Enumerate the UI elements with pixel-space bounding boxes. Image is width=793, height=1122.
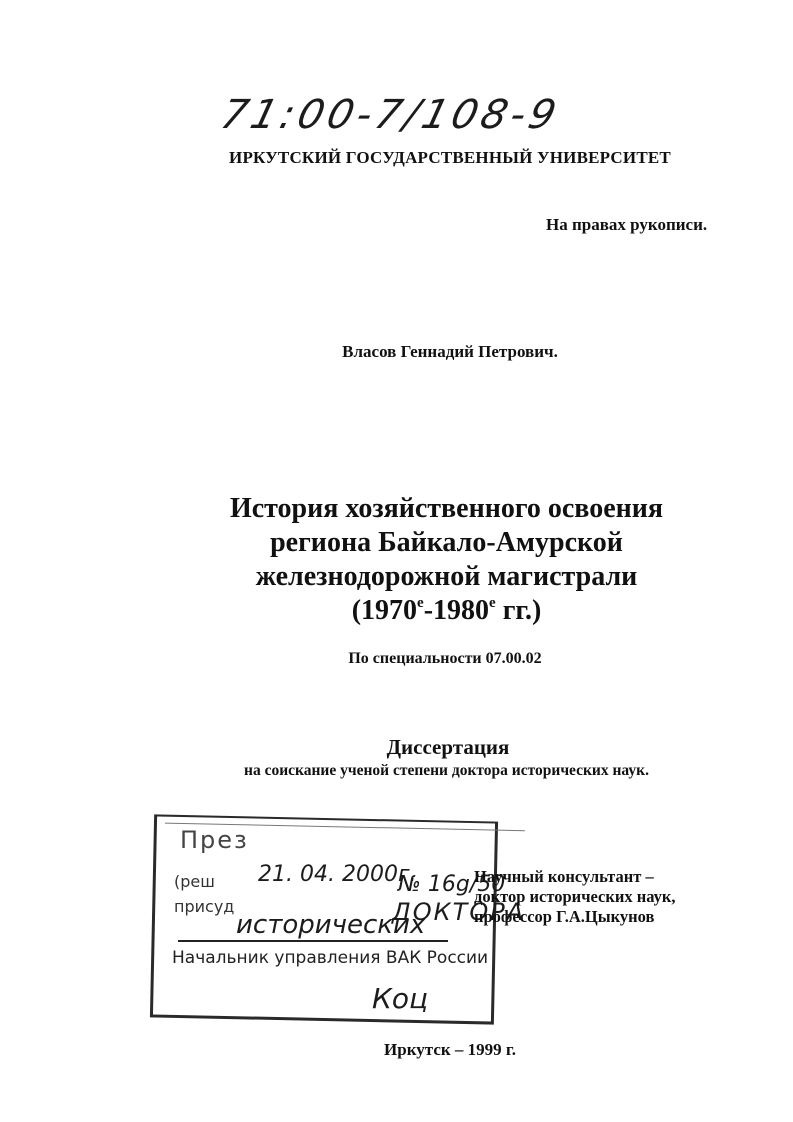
stamp-decision-date: 21. 04. 2000г.	[258, 862, 417, 887]
title-line-3: железнодорожной магистрали	[255, 561, 638, 592]
stamp-decision-number: № 16g/50	[398, 872, 506, 897]
consultant-line-1: Научный консультант –	[474, 867, 654, 886]
stamp-field-handwritten: исторических	[236, 910, 426, 940]
title-line-4	[0, 594, 793, 628]
title-line-2: региона Байкало-Амурской	[270, 527, 623, 558]
stamp-line-1: През	[180, 826, 249, 854]
stamp-line-4: Начальник управления ВАК России	[172, 948, 489, 968]
archive-code-handwritten: 71:00-7/108-9	[216, 92, 565, 138]
document-type: Диссертация	[386, 735, 510, 759]
stamp-line-3: присуд	[174, 897, 235, 916]
title-sup-2: е	[489, 595, 496, 611]
dissertation-title	[0, 492, 793, 628]
consultant-block	[474, 867, 676, 927]
consultant-line-2: доктор исторических наук,	[474, 887, 676, 906]
title-years-close: гг.)	[495, 595, 542, 626]
stamp-line-2: (реш	[174, 872, 215, 891]
author-name: Власов Геннадий Петрович.	[342, 342, 558, 361]
title-years-open: (1970	[351, 595, 418, 626]
title-years-mid: -1980	[423, 595, 490, 626]
stamp-signature: Коц	[372, 982, 429, 1015]
consultant-line-3: профессор Г.А.Цыкунов	[474, 907, 655, 926]
manuscript-note: На правах рукописи.	[546, 215, 708, 234]
degree-line: на соискание ученой степени доктора исторических наук.	[244, 762, 649, 779]
title-line-1: История хозяйственного освоения	[229, 493, 664, 524]
city-year: Иркутск – 1999 г.	[384, 1040, 516, 1059]
university-name: ИРКУТСКИЙ ГОСУДАРСТВЕННЫЙ УНИВЕРСИТЕТ	[229, 148, 671, 167]
title-sup-1: е	[417, 595, 424, 611]
stamp-degree-handwritten: ДОКТОРА	[392, 898, 526, 926]
stamp-field-underline	[178, 940, 448, 942]
specialty-line: По специальности 07.00.02	[348, 650, 542, 667]
